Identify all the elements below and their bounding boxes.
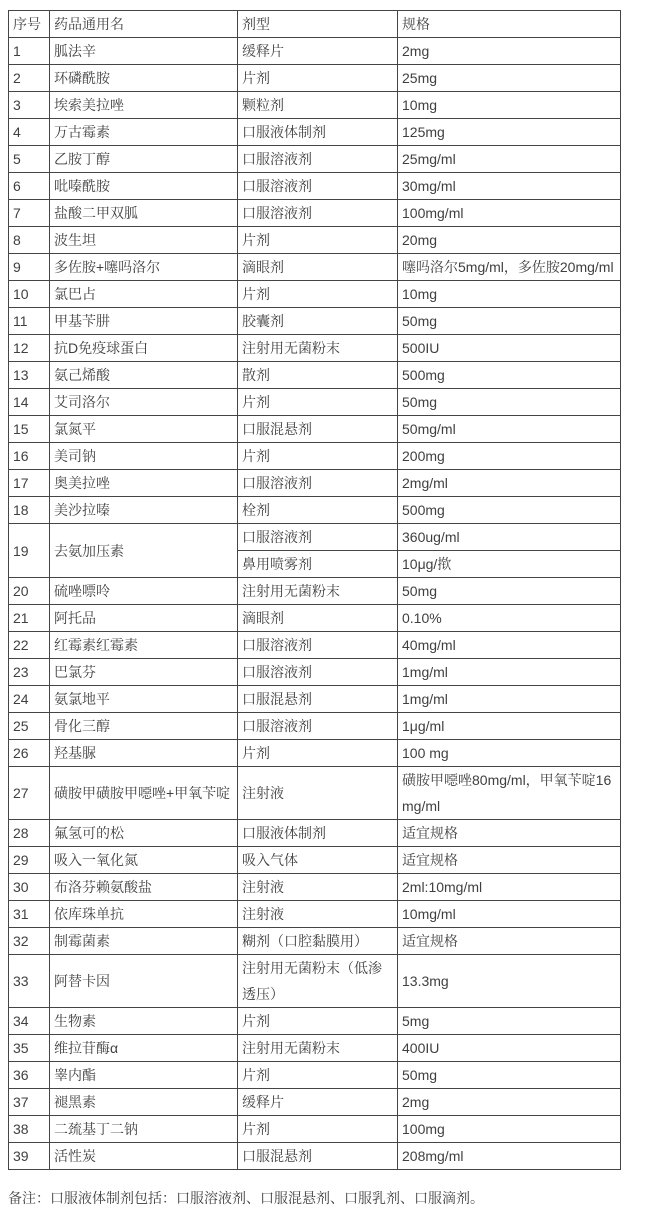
drug-name-cell: 二巯基丁二钠 bbox=[50, 1116, 238, 1143]
row-no-cell: 30 bbox=[9, 874, 50, 901]
spec-cell: 2mg bbox=[398, 1089, 621, 1116]
table-row bbox=[9, 524, 621, 551]
table-row bbox=[9, 1062, 621, 1089]
drug-name-cell: 氯巴占 bbox=[50, 281, 238, 308]
table-row bbox=[9, 497, 621, 524]
row-no-cell: 33 bbox=[9, 955, 50, 1008]
row-no-cell: 22 bbox=[9, 632, 50, 659]
table-row bbox=[9, 928, 621, 955]
drug-name-cell: 乙胺丁醇 bbox=[50, 146, 238, 173]
dosage-form-cell: 片剂 bbox=[238, 1062, 398, 1089]
table-row bbox=[9, 1116, 621, 1143]
row-no-cell: 4 bbox=[9, 119, 50, 146]
row-no-cell: 34 bbox=[9, 1008, 50, 1035]
spec-cell: 噻吗洛尔5mg/ml，多佐胺20mg/ml bbox=[398, 254, 621, 281]
row-no-cell: 7 bbox=[9, 200, 50, 227]
drug-name-cell: 硫唑嘌呤 bbox=[50, 578, 238, 605]
table-row bbox=[9, 335, 621, 362]
row-no-cell: 12 bbox=[9, 335, 50, 362]
dosage-form-cell: 口服溶液剂 bbox=[238, 146, 398, 173]
row-no-cell: 16 bbox=[9, 443, 50, 470]
row-no-cell: 32 bbox=[9, 928, 50, 955]
dosage-form-cell: 片剂 bbox=[238, 443, 398, 470]
spec-cell: 25mg/ml bbox=[398, 146, 621, 173]
table-row bbox=[9, 65, 621, 92]
dosage-form-cell: 口服溶液剂 bbox=[238, 713, 398, 740]
table-row bbox=[9, 281, 621, 308]
drug-name-cell: 制霉菌素 bbox=[50, 928, 238, 955]
row-no-cell: 2 bbox=[9, 65, 50, 92]
drug-table bbox=[8, 10, 621, 1170]
row-no-cell: 23 bbox=[9, 659, 50, 686]
dosage-form-cell: 片剂 bbox=[238, 740, 398, 767]
drug-name-cell: 甲基苄肼 bbox=[50, 308, 238, 335]
spec-cell: 100 mg bbox=[398, 740, 621, 767]
dosage-form-cell: 口服液体制剂 bbox=[238, 119, 398, 146]
dosage-form-cell: 口服溶液剂 bbox=[238, 470, 398, 497]
column-header-dosage-form: 剂型 bbox=[238, 11, 398, 38]
dosage-form-cell: 片剂 bbox=[238, 1008, 398, 1035]
dosage-form-cell: 口服溶液剂 bbox=[238, 632, 398, 659]
dosage-form-cell: 口服混悬剂 bbox=[238, 1143, 398, 1170]
table-row bbox=[9, 632, 621, 659]
dosage-form-cell: 口服溶液剂 bbox=[238, 524, 398, 551]
row-no-cell: 15 bbox=[9, 416, 50, 443]
column-header-drug-generic-name: 药品通用名 bbox=[50, 11, 238, 38]
drug-name-cell: 布洛芬赖氨酸盐 bbox=[50, 874, 238, 901]
dosage-form-cell: 缓释片 bbox=[238, 1089, 398, 1116]
spec-cell: 5mg bbox=[398, 1008, 621, 1035]
dosage-form-cell: 片剂 bbox=[238, 281, 398, 308]
table-row bbox=[9, 200, 621, 227]
column-header-specification: 规格 bbox=[398, 11, 621, 38]
table-row bbox=[9, 605, 621, 632]
spec-cell: 100mg/ml bbox=[398, 200, 621, 227]
spec-cell: 1μg/ml bbox=[398, 713, 621, 740]
dosage-form-cell: 注射用无菌粉末（低渗透压） bbox=[238, 955, 398, 1008]
row-no-cell: 24 bbox=[9, 686, 50, 713]
dosage-form-cell: 注射液 bbox=[238, 874, 398, 901]
spec-cell: 适宜规格 bbox=[398, 847, 621, 874]
dosage-form-cell: 缓释片 bbox=[238, 38, 398, 65]
spec-cell: 30mg/ml bbox=[398, 173, 621, 200]
drug-name-cell: 活性炭 bbox=[50, 1143, 238, 1170]
drug-name-cell: 环磷酰胺 bbox=[50, 65, 238, 92]
spec-cell: 10mg bbox=[398, 281, 621, 308]
table-row bbox=[9, 1143, 621, 1170]
row-no-cell: 3 bbox=[9, 92, 50, 119]
row-no-cell: 35 bbox=[9, 1035, 50, 1062]
spec-cell: 50mg/ml bbox=[398, 416, 621, 443]
drug-name-cell: 吡嗪酰胺 bbox=[50, 173, 238, 200]
row-no-cell: 6 bbox=[9, 173, 50, 200]
table-row bbox=[9, 119, 621, 146]
table-row bbox=[9, 146, 621, 173]
spec-cell: 200mg bbox=[398, 443, 621, 470]
drug-name-cell: 羟基脲 bbox=[50, 740, 238, 767]
dosage-form-cell: 散剂 bbox=[238, 362, 398, 389]
table-row bbox=[9, 389, 621, 416]
row-no-cell: 5 bbox=[9, 146, 50, 173]
row-no-cell: 14 bbox=[9, 389, 50, 416]
table-row bbox=[9, 686, 621, 713]
table-row bbox=[9, 578, 621, 605]
row-no-cell: 26 bbox=[9, 740, 50, 767]
table-row bbox=[9, 767, 621, 820]
row-no-cell: 20 bbox=[9, 578, 50, 605]
drug-name-cell: 氨氯地平 bbox=[50, 686, 238, 713]
spec-cell: 1mg/ml bbox=[398, 686, 621, 713]
drug-name-cell: 盐酸二甲双胍 bbox=[50, 200, 238, 227]
dosage-form-cell: 注射用无菌粉末 bbox=[238, 1035, 398, 1062]
table-row bbox=[9, 955, 621, 1008]
dosage-form-cell: 滴眼剂 bbox=[238, 254, 398, 281]
spec-cell: 50mg bbox=[398, 308, 621, 335]
spec-cell: 适宜规格 bbox=[398, 928, 621, 955]
spec-cell: 25mg bbox=[398, 65, 621, 92]
row-no-cell: 9 bbox=[9, 254, 50, 281]
drug-name-cell: 万古霉素 bbox=[50, 119, 238, 146]
table-body bbox=[9, 38, 621, 1170]
table-row bbox=[9, 1089, 621, 1116]
spec-cell: 40mg/ml bbox=[398, 632, 621, 659]
dosage-form-cell: 注射液 bbox=[238, 901, 398, 928]
row-no-cell: 27 bbox=[9, 767, 50, 820]
table-row bbox=[9, 470, 621, 497]
spec-cell: 适宜规格 bbox=[398, 820, 621, 847]
row-no-cell: 10 bbox=[9, 281, 50, 308]
spec-cell: 125mg bbox=[398, 119, 621, 146]
table-row bbox=[9, 847, 621, 874]
row-no-cell: 37 bbox=[9, 1089, 50, 1116]
row-no-cell: 1 bbox=[9, 38, 50, 65]
row-no-cell: 19 bbox=[9, 524, 50, 578]
table-row bbox=[9, 254, 621, 281]
dosage-form-cell: 注射用无菌粉末 bbox=[238, 578, 398, 605]
table-row bbox=[9, 1035, 621, 1062]
drug-name-cell: 生物素 bbox=[50, 1008, 238, 1035]
row-no-cell: 36 bbox=[9, 1062, 50, 1089]
spec-cell: 50mg bbox=[398, 578, 621, 605]
row-no-cell: 18 bbox=[9, 497, 50, 524]
dosage-form-cell: 口服混悬剂 bbox=[238, 416, 398, 443]
footnote: 备注：口服液体制剂包括：口服溶液剂、口服混悬剂、口服乳剂、口服滴剂。 bbox=[8, 1190, 484, 1206]
table-row bbox=[9, 874, 621, 901]
table-row bbox=[9, 740, 621, 767]
table-row bbox=[9, 443, 621, 470]
spec-cell: 2mg/ml bbox=[398, 470, 621, 497]
row-no-cell: 38 bbox=[9, 1116, 50, 1143]
spec-cell: 10mg bbox=[398, 92, 621, 119]
spec-cell: 13.3mg bbox=[398, 955, 621, 1008]
drug-name-cell: 阿托品 bbox=[50, 605, 238, 632]
dosage-form-cell: 片剂 bbox=[238, 1116, 398, 1143]
spec-cell: 1mg/ml bbox=[398, 659, 621, 686]
table-row bbox=[9, 416, 621, 443]
dosage-form-cell: 口服混悬剂 bbox=[238, 686, 398, 713]
drug-name-cell: 氯氮平 bbox=[50, 416, 238, 443]
dosage-form-cell: 鼻用喷雾剂 bbox=[238, 551, 398, 578]
table-row bbox=[9, 92, 621, 119]
spec-cell: 208mg/ml bbox=[398, 1143, 621, 1170]
drug-name-cell: 美司钠 bbox=[50, 443, 238, 470]
row-no-cell: 8 bbox=[9, 227, 50, 254]
row-no-cell: 31 bbox=[9, 901, 50, 928]
spec-cell: 2mg bbox=[398, 38, 621, 65]
drug-name-cell: 红霉素红霉素 bbox=[50, 632, 238, 659]
table-row bbox=[9, 1008, 621, 1035]
drug-name-cell: 吸入一氧化氮 bbox=[50, 847, 238, 874]
row-no-cell: 25 bbox=[9, 713, 50, 740]
drug-name-cell: 氨己烯酸 bbox=[50, 362, 238, 389]
drug-name-cell: 巴氯芬 bbox=[50, 659, 238, 686]
dosage-form-cell: 口服液体制剂 bbox=[238, 820, 398, 847]
drug-name-cell: 依库珠单抗 bbox=[50, 901, 238, 928]
row-no-cell: 17 bbox=[9, 470, 50, 497]
dosage-form-cell: 片剂 bbox=[238, 389, 398, 416]
drug-name-cell: 埃索美拉唑 bbox=[50, 92, 238, 119]
drug-name-cell: 波生坦 bbox=[50, 227, 238, 254]
table-row bbox=[9, 713, 621, 740]
dosage-form-cell: 注射用无菌粉末 bbox=[238, 335, 398, 362]
spec-cell: 50mg bbox=[398, 389, 621, 416]
row-no-cell: 29 bbox=[9, 847, 50, 874]
dosage-form-cell: 片剂 bbox=[238, 65, 398, 92]
drug-name-cell: 维拉苷酶α bbox=[50, 1035, 238, 1062]
spec-cell: 500mg bbox=[398, 362, 621, 389]
drug-name-cell: 去氨加压素 bbox=[50, 524, 238, 578]
spec-cell: 500IU bbox=[398, 335, 621, 362]
row-no-cell: 28 bbox=[9, 820, 50, 847]
spec-cell: 磺胺甲噁唑80mg/ml，甲氧苄啶16mg/ml bbox=[398, 767, 621, 820]
spec-cell: 10mg/ml bbox=[398, 901, 621, 928]
table-row bbox=[9, 308, 621, 335]
row-no-cell: 39 bbox=[9, 1143, 50, 1170]
dosage-form-cell: 口服溶液剂 bbox=[238, 659, 398, 686]
drug-name-cell: 胍法辛 bbox=[50, 38, 238, 65]
dosage-form-cell: 颗粒剂 bbox=[238, 92, 398, 119]
dosage-form-cell: 片剂 bbox=[238, 227, 398, 254]
table-row bbox=[9, 901, 621, 928]
drug-name-cell: 磺胺甲磺胺甲噁唑+甲氧苄啶 bbox=[50, 767, 238, 820]
table-row bbox=[9, 362, 621, 389]
spec-cell: 50mg bbox=[398, 1062, 621, 1089]
table-row bbox=[9, 38, 621, 65]
drug-name-cell: 美沙拉嗪 bbox=[50, 497, 238, 524]
dosage-form-cell: 吸入气体 bbox=[238, 847, 398, 874]
dosage-form-cell: 滴眼剂 bbox=[238, 605, 398, 632]
spec-cell: 360ug/ml bbox=[398, 524, 621, 551]
drug-name-cell: 多佐胺+噻吗洛尔 bbox=[50, 254, 238, 281]
dosage-form-cell: 栓剂 bbox=[238, 497, 398, 524]
dosage-form-cell: 注射液 bbox=[238, 767, 398, 820]
table-row bbox=[9, 820, 621, 847]
row-no-cell: 21 bbox=[9, 605, 50, 632]
drug-name-cell: 抗D免疫球蛋白 bbox=[50, 335, 238, 362]
header-row bbox=[9, 11, 621, 38]
drug-name-cell: 阿替卡因 bbox=[50, 955, 238, 1008]
spec-cell: 2ml:10mg/ml bbox=[398, 874, 621, 901]
spec-cell: 10μg/揿 bbox=[398, 551, 621, 578]
drug-name-cell: 褪黑素 bbox=[50, 1089, 238, 1116]
drug-name-cell: 奥美拉唑 bbox=[50, 470, 238, 497]
table-row bbox=[9, 227, 621, 254]
column-header-serial-number: 序号 bbox=[9, 11, 50, 38]
drug-name-cell: 氟氢可的松 bbox=[50, 820, 238, 847]
drug-name-cell: 骨化三醇 bbox=[50, 713, 238, 740]
spec-cell: 400IU bbox=[398, 1035, 621, 1062]
dosage-form-cell: 口服溶液剂 bbox=[238, 200, 398, 227]
dosage-form-cell: 糊剂（口腔黏膜用） bbox=[238, 928, 398, 955]
spec-cell: 500mg bbox=[398, 497, 621, 524]
drug-name-cell: 睾内酯 bbox=[50, 1062, 238, 1089]
spec-cell: 0.10% bbox=[398, 605, 621, 632]
spec-cell: 100mg bbox=[398, 1116, 621, 1143]
table-row bbox=[9, 173, 621, 200]
drug-name-cell: 艾司洛尔 bbox=[50, 389, 238, 416]
spec-cell: 20mg bbox=[398, 227, 621, 254]
dosage-form-cell: 胶囊剂 bbox=[238, 308, 398, 335]
row-no-cell: 13 bbox=[9, 362, 50, 389]
row-no-cell: 11 bbox=[9, 308, 50, 335]
table-row bbox=[9, 659, 621, 686]
dosage-form-cell: 口服溶液剂 bbox=[238, 173, 398, 200]
